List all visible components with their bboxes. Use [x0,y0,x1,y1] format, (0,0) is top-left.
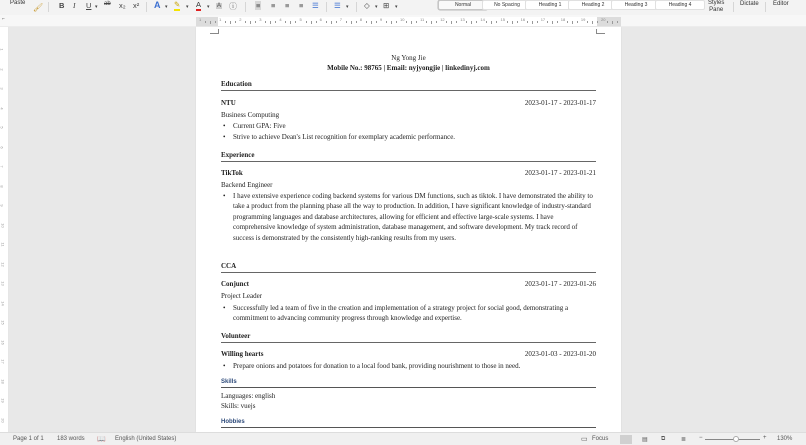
ruler-number: 20 [0,417,6,423]
chevron-down-icon[interactable]: ▾ [207,4,210,10]
ruler-number: 16 [520,17,526,22]
ruler-tick [597,21,598,23]
tab-selector-icon[interactable]: ⌐ [2,16,5,22]
chevron-down-icon[interactable]: ▾ [95,4,98,10]
ruler-number: 5 [0,126,5,129]
ruler-tick [547,21,548,23]
character-shading-icon[interactable]: A [217,3,222,9]
ruler-number: 7 [339,17,342,22]
ruler-tick [356,21,357,23]
ruler-tick [527,21,528,23]
ruler-tick [376,21,377,23]
ruler-number: 15 [500,17,505,22]
divider [326,2,327,12]
ruler-tick [255,21,256,23]
ruler-tick [311,21,312,24]
italic-button[interactable]: I [73,1,76,10]
borders-icon[interactable]: ⊞ [383,1,390,10]
list-item: • Strive to achieve Dean's List recognition for exemplary academic performance. [221,132,596,142]
ruler-number: 17 [0,359,6,364]
ruler-number: 5 [299,17,302,22]
volunteer-org: Willing hearts [221,350,264,358]
ruler-tick [205,21,206,23]
ruler-number: 6 [319,17,322,22]
cca-entry-header [221,280,596,288]
ruler-tick [507,21,508,23]
ruler-number: 15 [0,320,6,325]
ruler-tick [235,21,236,23]
underline-button[interactable]: U [86,1,92,10]
chevron-down-icon[interactable]: ▾ [165,4,168,10]
ruler-number: 18 [0,378,6,384]
ruler-number: 6 [0,145,5,149]
ruler-tick [406,21,407,23]
shading-icon[interactable]: ◇ [364,1,370,10]
ruler-tick [466,21,467,23]
editor-button[interactable]: Editor [773,1,789,7]
align-center-icon[interactable]: ≡ [271,1,276,10]
styles-pane-button[interactable] [708,0,724,14]
section-heading-hobbies: Hobbies [221,419,596,428]
style-normal[interactable]: Normal [438,0,488,10]
skills-languages: Languages: english [221,392,276,400]
chevron-down-icon[interactable]: ▾ [186,4,189,10]
style-heading-4[interactable]: Heading 4 [655,0,705,10]
ruler-tick [351,21,352,24]
ruler-number: 12 [440,17,445,22]
ruler-tick [451,21,452,24]
ruler-tick [336,21,337,23]
horizontal-ruler[interactable] [0,15,806,27]
web-layout-view-icon[interactable]: ▤ [642,437,648,443]
ruler-tick [326,21,327,23]
ruler-number: 16 [0,339,6,345]
page-count[interactable]: Page 1 of 1 [13,436,44,442]
ruler-number: 12 [0,261,6,267]
ruler-number: 1 [219,17,222,22]
ruler-number: 3 [259,17,262,22]
ruler-tick [270,21,271,24]
volunteer-entry-header [221,350,596,358]
divider [48,2,49,12]
style-heading-2[interactable]: Heading 2 [568,0,618,10]
ruler-number: 10 [400,17,405,22]
ruler-tick [331,21,332,24]
divider [733,2,734,12]
strikethrough-button[interactable]: ab [104,1,111,7]
distributed-icon[interactable]: ☰ [312,1,319,10]
ruler-tick [346,21,347,23]
ruler-number: 18 [560,17,566,22]
experience-dates: 2023-01-17 - 2023-01-21 [524,169,596,177]
superscript-button[interactable]: x² [133,1,140,10]
focus-button[interactable]: Focus [592,436,609,442]
ruler-tick [386,21,387,23]
volunteer-dates: 2023-01-03 - 2023-01-20 [524,350,596,358]
chevron-down-icon[interactable]: ▾ [375,4,378,10]
ruler-tick [230,21,231,24]
zoom-slider-handle[interactable] [733,436,739,442]
zoom-out-button[interactable]: − [699,435,703,441]
ruler-tick [411,21,412,24]
ruler-number: 7 [0,165,5,168]
ruler-tick [436,21,437,23]
list-item: • Successfully led a team of five in the creation and implementation of a strategy project for social good, demonstrating a commitment to advancing community progress through knowledge and expertise. [221,303,596,324]
ruler-tick [426,21,427,23]
divider [356,2,357,12]
zoom-level[interactable]: 130% [777,436,793,442]
ruler-tick [295,21,296,23]
ruler-number: 3 [0,87,5,90]
justify-icon[interactable]: ≡ [299,1,304,10]
section-heading-volunteer: Volunteer [221,332,596,343]
skills-skills: Skills: vuejs [221,402,256,410]
ruler-tick [290,21,291,24]
ruler-tick [316,21,317,23]
ruler-number: 2 [0,67,5,71]
align-left-icon[interactable]: ≡ [256,1,261,10]
ruler-number: 8 [359,17,363,22]
ruler-tick [366,21,367,23]
ruler-tick [532,21,533,24]
print-layout-view-button[interactable] [620,435,632,444]
ruler-tick [275,21,276,23]
section-heading-skills: Skills [221,379,596,388]
ruler-number: 9 [0,204,5,207]
ruler-tick [265,21,266,23]
style-heading-1[interactable]: Heading 1 [525,0,575,10]
crop-mark [210,29,219,34]
divider [245,2,246,12]
text-effects-icon[interactable]: A [154,0,161,10]
ruler-tick [617,21,618,23]
cca-org: Conjunct [221,280,250,288]
ruler-tick [391,21,392,24]
ruler-tick [371,21,372,24]
status-bar [0,432,806,445]
ruler-tick [557,21,558,23]
word-count[interactable]: 183 words [57,436,85,442]
experience-entry-header [221,169,596,177]
ruler-tick [456,21,457,23]
ruler-tick [552,21,553,24]
styles-pane-label: Pane [709,7,724,13]
list-item: • Current GPA: Five [221,121,596,131]
line-spacing-icon[interactable]: ☰ [334,1,341,10]
ruler-tick [587,21,588,23]
ruler-number: 14 [0,300,6,306]
ribbon-toolbar [0,0,806,15]
education-dates: 2023-01-17 - 2023-01-17 [524,99,596,107]
vertical-ruler[interactable] [0,27,9,432]
ruler-tick [416,21,417,23]
ruler-tick [607,21,608,23]
outline-view-icon[interactable]: ⧉ [661,436,666,442]
ruler-number: 13 [0,281,6,286]
language[interactable]: English (United States) [115,436,177,442]
align-right-icon[interactable]: ≡ [285,1,290,10]
highlight-icon[interactable]: ✎ [174,0,181,9]
ruler-number: 14 [480,17,485,22]
crop-mark [596,29,605,34]
bold-button[interactable]: B [59,1,65,10]
ruler-tick [612,21,613,24]
styles-pane-label: Styles [708,0,725,6]
ruler-tick [215,21,216,23]
font-color-icon[interactable]: A [196,0,202,9]
ruler-tick [486,21,487,23]
proofing-icon[interactable]: 📖 [97,436,106,443]
ruler-tick [306,21,307,23]
section-heading-education: Education [221,80,596,91]
ruler-tick [537,21,538,23]
ruler-number: 10 [0,222,6,228]
ruler-number: 13 [460,17,465,22]
ruler-tick [245,21,246,23]
ruler-number: 11 [420,17,425,22]
ruler-tick [577,21,578,23]
style-heading-3[interactable]: Heading 3 [611,0,661,10]
draft-view-icon[interactable]: ≣ [681,437,687,443]
ruler-number: 11 [0,242,6,247]
list-item: • Prepare onions and potatoes for donation to a local food bank, providing nourishment to those in need. [221,361,596,371]
ruler-tick [471,21,472,24]
ruler-tick [431,21,432,24]
zoom-in-button[interactable]: + [763,435,767,441]
ruler-tick [572,21,573,24]
ruler-tick [285,21,286,23]
ruler-number: 4 [279,17,282,22]
ruler-number: 19 [580,17,586,22]
education-entry-header [221,99,596,107]
chevron-down-icon[interactable]: ▾ [395,4,398,10]
section-heading-experience: Experience [221,151,596,162]
focus-icon[interactable]: ▭ [581,436,588,443]
cca-dates: 2023-01-17 - 2023-01-26 [524,280,596,288]
ruler-number: 1 [199,17,202,22]
ruler-tick [396,21,397,23]
resume-name: Ng Yong Jie [391,54,426,62]
experience-org: TikTok [221,169,243,177]
format-painter-icon[interactable]: 🖌 [33,3,44,12]
chevron-down-icon[interactable]: ▾ [346,4,349,10]
divider [765,2,766,12]
ruler-tick [517,21,518,23]
ruler-number: 2 [239,17,242,22]
ruler-tick [446,21,447,23]
ruler-tick [491,21,492,24]
list-item: • I have extensive experience coding backend systems for various DM functions, such as tiktok. I have demonstrated the ability to take a product from the planning phase all the way to production. In addition, I have significant knowledge of industry-standard programming languages and database architectures, allowing for efficient and effective large-scale systems. I have comprehensive knowledge of system administration, database management, and software development. My track record of success is demonstrated by the consistently high-ranking results from my users. [221,191,596,243]
ruler-number: 4 [0,106,5,110]
enclose-characters-icon[interactable]: ⓘ [229,2,237,11]
cca-role: Project Leader [221,292,263,300]
ruler-tick [250,21,251,24]
ruler-tick [567,21,568,23]
subscript-button[interactable]: x₂ [119,1,126,10]
style-no-spacing[interactable]: No Spacing [482,0,532,10]
education-role: Business Computing [221,111,280,119]
ruler-number: 9 [379,17,383,22]
ruler-tick [210,21,211,24]
section-heading-cca: CCA [221,262,596,273]
document-page[interactable] [196,27,621,432]
divider [146,2,147,12]
ruler-tick [496,21,497,23]
ruler-number: 20 [601,17,606,22]
dictate-button[interactable]: Dictate [740,1,759,7]
ruler-tick [592,21,593,24]
resume-contact: Mobile No.: 98765 | Email: nyjyongjie | linkedinyj.com [327,64,490,72]
paste-button[interactable]: Paste [10,0,26,6]
ruler-number: 8 [0,184,5,188]
experience-role: Backend Engineer [221,181,273,189]
ruler-tick [476,21,477,23]
ruler-number: 19 [0,398,6,403]
education-org: NTU [221,99,236,107]
ruler-number: 1 [0,48,5,51]
ruler-tick [512,21,513,24]
ruler-number: 17 [540,17,546,22]
ruler-tick [225,21,226,23]
